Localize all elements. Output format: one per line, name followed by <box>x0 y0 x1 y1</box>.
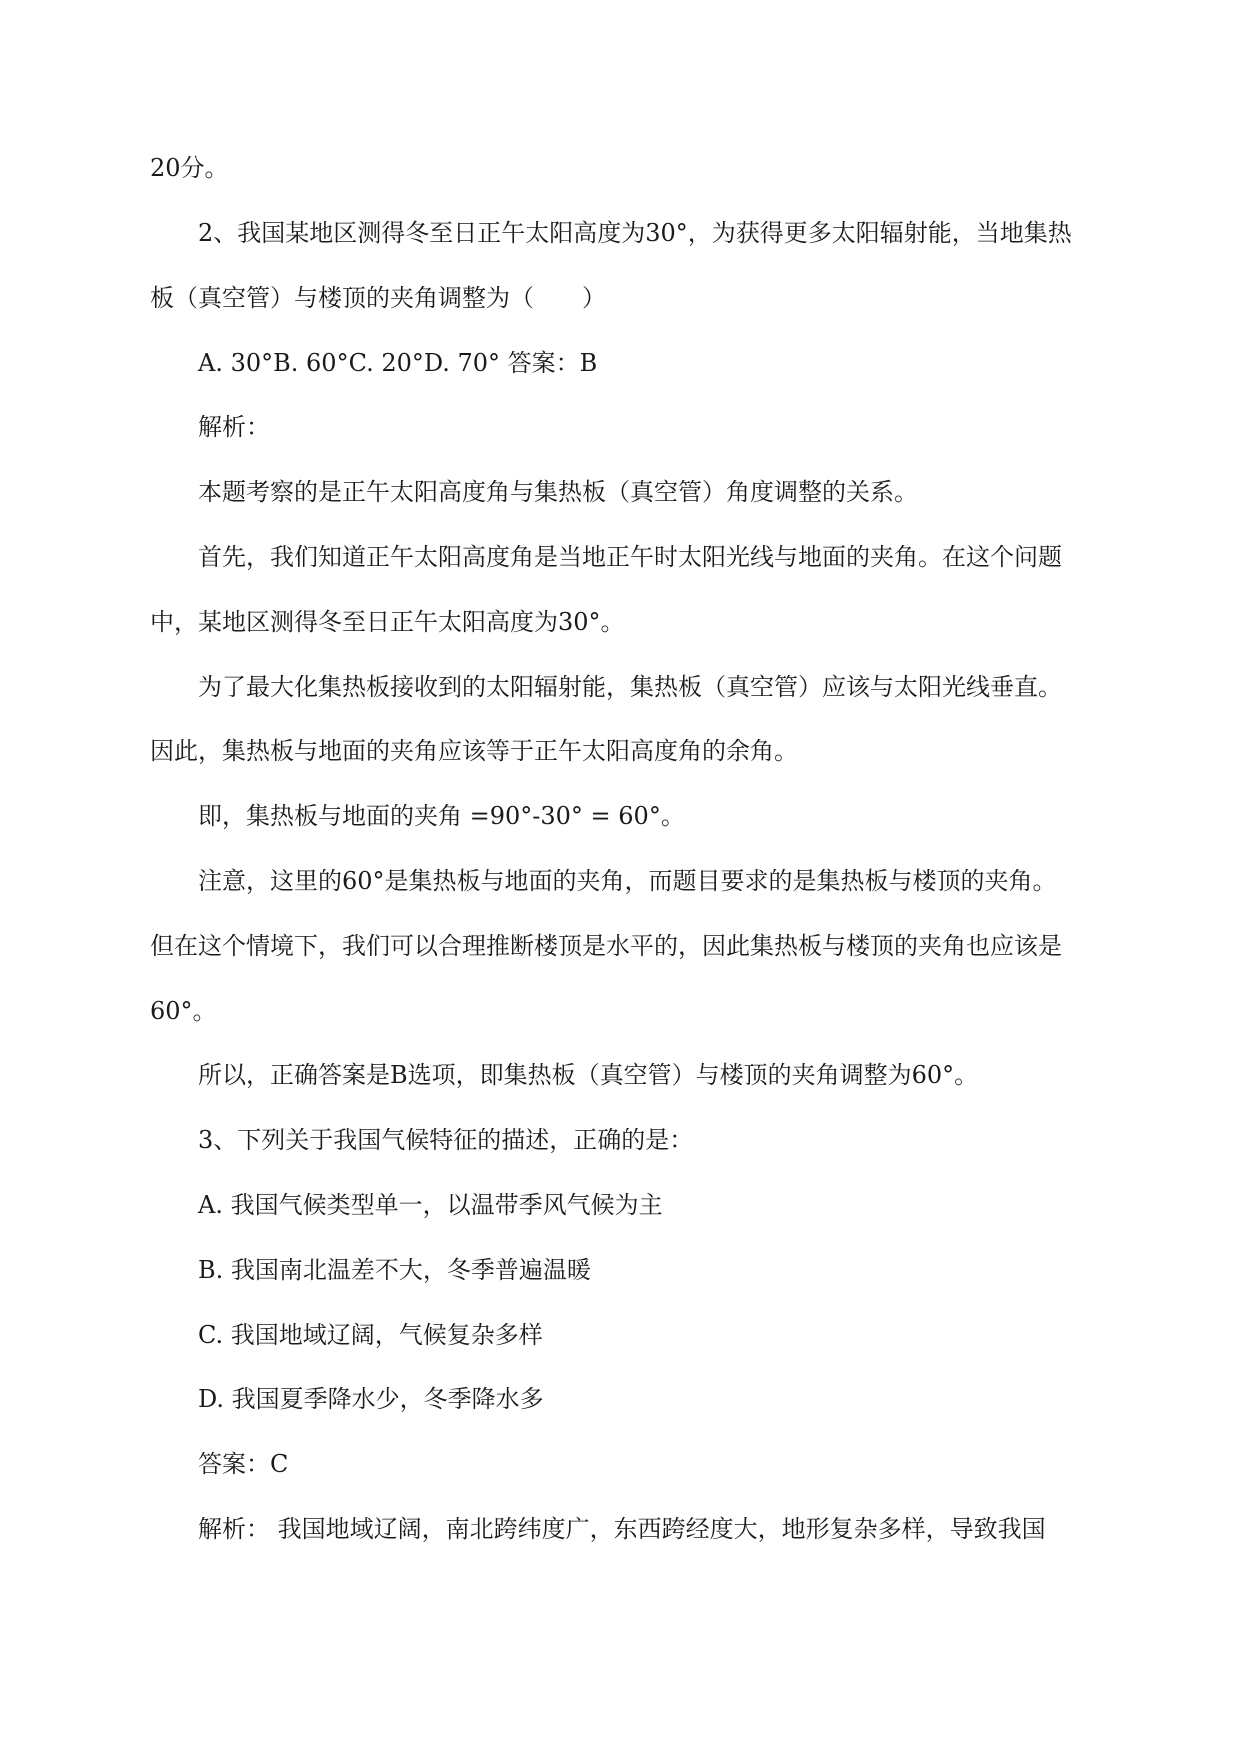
text-line: 2、我国某地区测得冬至日正午太阳高度为30°，为获得更多太阳辐射能，当地集热 <box>198 219 1072 247</box>
text-line: 中，某地区测得冬至日正午太阳高度为30°。 <box>150 608 625 636</box>
text-line: 3、下列关于我国气候特征的描述，正确的是： <box>198 1126 694 1154</box>
text-line: C. 我国地域辽阔，气候复杂多样 <box>198 1321 543 1349</box>
text-line: 注意，这里的60°是集热板与地面的夹角，而题目要求的是集热板与楼顶的夹角。 <box>198 867 1057 895</box>
text-line: 但在这个情境下，我们可以合理推断楼顶是水平的，因此集热板与楼顶的夹角也应该是 <box>150 932 1062 960</box>
text-line: 本题考察的是正午太阳高度角与集热板（真空管）角度调整的关系。 <box>198 478 918 506</box>
text-line: 60°。 <box>150 997 217 1025</box>
text-line: 即，集热板与地面的夹角 =90°-30° = 60°。 <box>198 802 685 830</box>
text-line: B. 我国南北温差不大，冬季普遍温暖 <box>198 1256 591 1284</box>
text-line: 答案：C <box>198 1450 289 1478</box>
text-line: 所以，正确答案是B选项，即集热板（真空管）与楼顶的夹角调整为60°。 <box>198 1061 979 1089</box>
text-line: 20分。 <box>150 154 229 182</box>
text-line: 因此，集热板与地面的夹角应该等于正午太阳高度角的余角。 <box>150 737 798 765</box>
text-line: D. 我国夏季降水少，冬季降水多 <box>198 1385 544 1413</box>
text-line: 板（真空管）与楼顶的夹角调整为（ ） <box>150 284 606 312</box>
text-line: 解析： 我国地域辽阔，南北跨纬度广，东西跨经度大，地形复杂多样，导致我国 <box>198 1515 1046 1543</box>
text-line: 为了最大化集热板接收到的太阳辐射能，集热板（真空管）应该与太阳光线垂直。 <box>198 673 1062 701</box>
text-line: A. 我国气候类型单一，以温带季风气候为主 <box>198 1191 663 1219</box>
text-line: 首先，我们知道正午太阳高度角是当地正午时太阳光线与地面的夹角。在这个问题 <box>198 543 1062 571</box>
text-line: 解析： <box>198 413 270 441</box>
text-line: A. 30°B. 60°C. 20°D. 70° 答案：B <box>198 349 598 377</box>
